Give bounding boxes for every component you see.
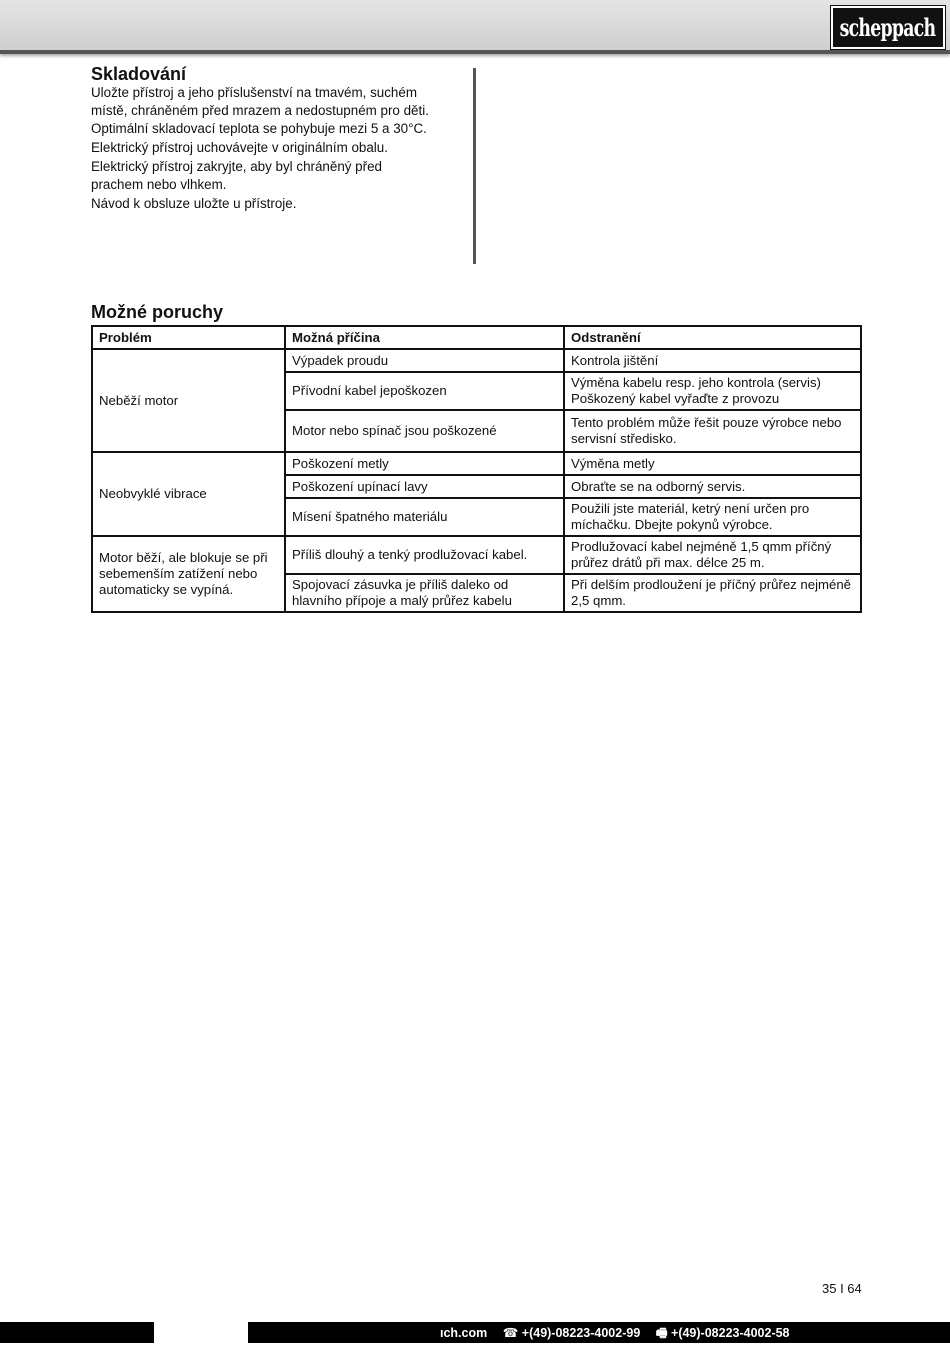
header-problem: Problém [92,326,285,349]
cause-cell: Výpadek proudu [285,349,564,372]
problem-cell: Neběží motor [92,349,285,452]
cause-cell: Příliš dlouhý a tenký prodlužovací kabel. [285,536,564,574]
remedy-cell: Kontrola jištění [564,349,861,372]
storage-paragraph: Návod k obsluze uložte u přístroje. [91,196,297,211]
footer-phone: ☎ +(49)-08223-4002-99 [502,1326,641,1340]
storage-paragraph: Elektrický přístroj uchovávejte v originálním obalu. [91,140,388,155]
cause-cell: Spojovací zásuvka je příliš daleko od hlavního přípoje a malý průřez kabelu [285,574,564,612]
storage-title: Skladování [91,64,187,84]
table-row [92,452,861,475]
remedy-cell: Obraťte se na odborný servis. [564,475,861,498]
storage-paragraph: Uložte přístroj a jeho příslušenství na tmavém, suchém místě, chráněném před mrazem a nedostupném pro děti. Optimální skladovací teplota se pohybuje mezi 5 a 30°C. [91,85,429,136]
remedy-cell: Výměna kabelu resp. jeho kontrola (servis) Poškozený kabel vyřaďte z provozu [564,372,861,410]
page-number: 35 I 64 [822,1281,862,1296]
header-remedy: Odstranění [564,326,861,349]
cause-cell: Motor nebo spínač jsou poškozené [285,410,564,452]
header-band [0,0,950,54]
footer-fax: 🖷 +(49)-08223-4002-58 [655,1326,790,1340]
remedy-cell: Prodlužovací kabel nejméně 1,5 qmm příčný průřez drátů při max. délce 25 m. [564,536,861,574]
cause-cell: Poškození metly [285,452,564,475]
problem-cell: Neobvyklé vibrace [92,452,285,536]
column-divider [473,68,476,264]
table-row [92,536,861,574]
header-cause: Možná příčina [285,326,564,349]
remedy-cell: Při delším prodloužení je příčný průřez nejméně 2,5 qmm. [564,574,861,612]
footer-website[interactable]: ıch.com [440,1326,488,1340]
table-header-row [92,326,861,349]
footer-contact [440,1324,802,1345]
storage-text [91,84,436,214]
scheppach-logo: scheppach [831,6,945,49]
cause-cell: Poškození upínací lavy [285,475,564,498]
faults-table [91,325,862,613]
remedy-cell: Použili jste materiál, ketrý není určen pro míchačku. Dbejte pokynů výrobce. [564,498,861,536]
storage-paragraph: Elektrický přístroj zakryjte, aby byl chráněný před prachem nebo vlhkem. [91,159,382,192]
cause-cell: Mísení špatného materiálu [285,498,564,536]
faults-title: Možné poruchy [91,302,224,322]
remedy-cell: Tento problém může řešit pouze výrobce nebo servisní středisko. [564,410,861,452]
problem-cell: Motor běží, ale blokuje se při sebemenším zatížení nebo automaticky se vypíná. [92,536,285,612]
remedy-cell: Výměna metly [564,452,861,475]
footer-gap [154,1322,248,1343]
cause-cell: Přívodní kabel jepoškozen [285,372,564,410]
table-row [92,349,861,372]
